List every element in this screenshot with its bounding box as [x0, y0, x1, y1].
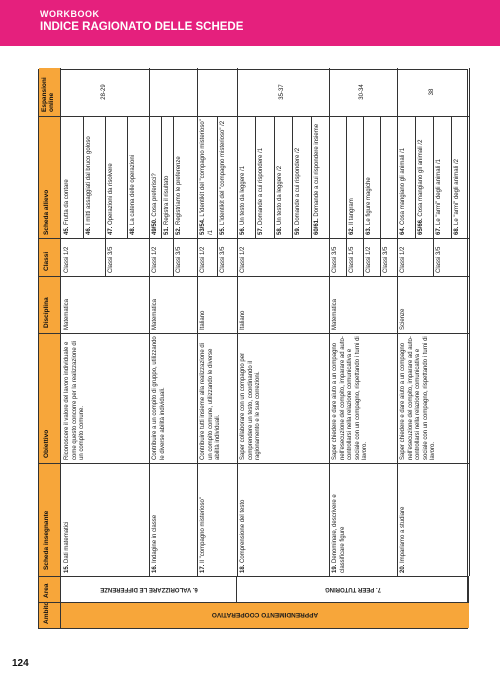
group-rule	[173, 116, 174, 276]
scheda-number: 18.	[240, 562, 246, 573]
student-sheet-item	[173, 116, 197, 238]
student-sheet-number: 63.	[366, 224, 372, 235]
item-rule	[292, 116, 293, 238]
objective-cell	[61, 333, 149, 463]
student-sheet-number: 57.	[258, 224, 265, 235]
objective-text: Saper chiedere e dare aiuto a un compagno nell'esecuzione del compito, imparare ad auto-controllarsi nella relazione comunicativa e sociale con un compagno, rispettando i turni di lavoro.	[400, 336, 436, 460]
classi-cell: Classi 1/5	[349, 246, 355, 273]
teacher-sheet-cell	[197, 463, 237, 576]
scheda-title: Il "compagno misterioso"	[200, 497, 206, 563]
objective-cell	[329, 333, 397, 463]
student-sheet-item	[397, 116, 415, 238]
student-sheet-number: 47.	[108, 224, 114, 235]
student-sheet-title: Cosa mangiano gli animali /1	[400, 147, 406, 225]
classi-cell: Classi 1/2	[400, 246, 406, 273]
discipline-text: Matematica	[64, 298, 70, 330]
student-sheet-item	[197, 116, 217, 238]
classi-cell: Classi 1/2	[200, 246, 206, 273]
scheda-number: 19.	[332, 562, 338, 573]
student-sheet-number: 64.	[400, 224, 406, 235]
index-table-rotated	[38, 69, 468, 629]
item-rule	[83, 116, 84, 238]
student-sheet-item	[346, 116, 363, 238]
teacher-sheet-cell	[237, 463, 329, 576]
scheda-number: 16.	[152, 562, 158, 573]
area-cell	[61, 576, 237, 602]
student-sheet-number: 55.	[220, 224, 226, 235]
classi-cell: Classi 3/5	[108, 246, 114, 273]
online-expansion: 38	[429, 88, 436, 96]
student-sheet-number: 65/66.	[418, 216, 424, 235]
student-sheet-title: Un testo da leggere /1	[240, 165, 246, 225]
discipline-cell	[149, 276, 197, 333]
group-rule	[105, 116, 106, 276]
col-obiettivo: Obiettivo	[43, 429, 50, 458]
item-rule	[161, 116, 162, 238]
student-sheet-number: 62.	[349, 224, 355, 235]
objective-text: Contribuire a un compito di gruppo, utilizzando le diverse abilità individuali.	[152, 336, 166, 460]
col-scheda-insegnante: Scheda insegnante	[43, 510, 50, 570]
scheda-title: Dati matematici	[64, 521, 70, 563]
objective-text: Contribuire tutti insieme alla realizzazione di un compito comune, utilizzando le diverse abilità individuali.	[200, 342, 221, 460]
student-sheet-item	[237, 116, 255, 238]
group-rule	[380, 116, 381, 276]
objective-text: Saper collaborare con un compagno per comprendere un testo, coordinando il ragionamento e le sue correzioni.	[240, 352, 261, 460]
student-sheet-number: 67.	[436, 224, 442, 235]
scheda-number: 17.	[200, 562, 206, 573]
student-sheet-number: 48.	[130, 224, 136, 235]
discipline-cell	[61, 276, 149, 333]
student-sheet-title: Le "armi" degli animali /1	[436, 159, 442, 225]
student-sheet-number: 51.	[164, 224, 170, 235]
item-rule	[451, 116, 452, 238]
student-sheet-number: 56.	[240, 224, 246, 235]
objective-cell	[149, 333, 197, 463]
student-sheet-title: Un testo da leggere /2	[276, 165, 283, 225]
classi-cell: Classi 1/2	[64, 246, 70, 273]
area-label: 6. VALORIZZARE LE DIFFERENZE	[100, 586, 198, 592]
student-sheet-number: 60/61.	[313, 216, 320, 235]
objective-cell	[397, 333, 469, 463]
discipline-cell	[237, 276, 329, 333]
group-rule	[363, 116, 364, 276]
area-cell	[237, 576, 469, 602]
student-sheet-title: Registriamo le preferenze	[176, 156, 182, 225]
student-sheet-item	[311, 116, 329, 238]
student-sheet-number: 58.	[276, 224, 283, 235]
classi-cell: Classi 1/2	[366, 246, 372, 273]
teacher-sheet-cell	[397, 463, 469, 576]
discipline-text: Matematica	[152, 298, 158, 330]
student-sheet-title: Domande a cui rispondere /2	[295, 147, 302, 225]
group-rule	[217, 116, 218, 276]
student-sheet-title: Registra il risultato	[164, 175, 170, 225]
student-sheet-item	[217, 116, 237, 238]
student-sheet-item	[451, 116, 469, 238]
scheda-title: Denominare, descrivere e classificare figure	[332, 494, 346, 573]
page-title: INDICE RAGIONATO DELLE SCHEDE	[40, 21, 244, 33]
index-table	[38, 69, 468, 629]
student-sheet-item	[255, 116, 273, 238]
student-sheet-number: 45.	[64, 224, 70, 235]
item-rule	[415, 116, 416, 238]
header-banner	[0, 0, 500, 46]
student-sheet-item	[433, 116, 451, 238]
discipline-cell	[397, 276, 469, 333]
online-expansion: 35-37	[279, 84, 286, 100]
item-rule	[274, 116, 275, 238]
objective-text: Saper chiedere e dare aiuto a un compagno nell'esecuzione del compito, imparare ad auto-controllarsi nella relazione comunicativa e sociale con un compagno, rispettando i turni di lavoro.	[332, 336, 368, 460]
student-sheet-title: Cosa mangiano gli animali /2	[418, 139, 424, 217]
col-ambito: Ambito	[43, 601, 50, 624]
discipline-text: Italiano	[200, 310, 206, 330]
teacher-sheet-cell	[329, 463, 397, 576]
teacher-sheet-cell	[61, 463, 149, 576]
scheda-title: Impariamo a studiare	[400, 506, 406, 563]
classi-cell: Classi 3/5	[383, 246, 389, 273]
student-sheet-number: 59.	[295, 224, 302, 235]
discipline-text: Italiano	[240, 310, 246, 330]
discipline-text: Matematica	[332, 298, 338, 330]
student-sheet-item	[415, 116, 433, 238]
col-area: Area	[43, 583, 50, 598]
objective-cell	[237, 333, 329, 463]
objective-cell	[197, 333, 237, 463]
classi-cell: Classi 3/5	[220, 246, 226, 273]
student-sheet-number: 49/50.	[152, 216, 158, 235]
classi-cell: Classi 1/2	[240, 246, 246, 273]
student-sheet-title: Operazioni da risolvere	[108, 163, 114, 225]
teacher-sheet-cell	[149, 463, 197, 576]
student-sheet-item	[274, 116, 292, 238]
student-sheet-title: Domande a cui rispondere /1	[258, 147, 265, 225]
classi-cell: Classi 1/2	[152, 246, 158, 273]
student-sheet-item	[292, 116, 310, 238]
group-rule	[346, 116, 347, 276]
student-sheet-title: Cosa preferisci?	[152, 173, 158, 217]
online-expansion: 30-34	[359, 84, 366, 100]
student-sheet-item	[61, 116, 83, 238]
discipline-cell	[197, 276, 237, 333]
student-sheet-item	[149, 116, 161, 238]
student-sheet-item	[127, 116, 149, 238]
scheda-number: 20.	[400, 562, 406, 573]
col-espansioni: Espansioni online	[41, 77, 55, 112]
col-scheda-allievo: Scheda allievo	[43, 189, 50, 235]
student-sheet-title: I mitti assaggiati dal bruco goloso	[86, 136, 92, 225]
scheda-title: Comprensione del testo	[240, 499, 246, 563]
student-sheet-number: 53/54.	[200, 216, 206, 235]
col-classi: Classi	[43, 251, 50, 271]
online-expansion: 28-29	[101, 84, 108, 100]
student-sheet-item	[83, 116, 105, 238]
student-sheet-number: 68.	[454, 224, 460, 235]
student-sheet-title: Domande a cui rispondere insieme	[313, 123, 320, 217]
scheda-title: Indagine in classe	[152, 514, 158, 563]
student-sheet-item	[363, 116, 380, 238]
classi-cell: Classi 3/5	[176, 246, 182, 273]
student-sheet-item	[105, 116, 127, 238]
area-label: 7. PEER TUTORING	[325, 586, 381, 592]
item-rule	[311, 116, 312, 238]
student-sheet-title: Le "armi" degli animali /2	[454, 159, 460, 225]
student-sheet-item	[161, 116, 173, 238]
workbook-kicker: WORKBOOK	[40, 9, 100, 19]
student-sheet-number: 46.	[86, 224, 92, 235]
student-sheet-title: Frutta da contare	[64, 179, 70, 225]
student-sheet-title: L'identikit del "compagno misterioso" /2	[220, 120, 226, 225]
page-number: 124	[12, 658, 29, 669]
col-disciplina: Disciplina	[43, 297, 50, 328]
group-rule	[433, 116, 434, 276]
student-sheet-title: Il tangram	[349, 198, 355, 225]
student-sheet-title: La catena delle operazioni	[130, 154, 136, 225]
ambito-label: APPRENDIMENTO COOPERATIVO	[211, 611, 319, 619]
classi-cell: Classi 3/5	[332, 246, 338, 273]
classi-cell: Classi 3/5	[436, 246, 442, 273]
row-rule	[469, 68, 470, 576]
objective-text: Riconoscere il valore del lavoro individuale e come questo concorre per la realizzazione di un compito comune.	[64, 340, 85, 460]
discipline-cell	[329, 276, 397, 333]
student-sheet-title: Le figure magiche	[366, 177, 372, 225]
student-sheet-title: L'identikit del "compagno misterioso" /1	[200, 119, 214, 235]
student-sheet-number: 52.	[176, 224, 182, 235]
item-rule	[255, 116, 256, 238]
discipline-text: Scienze	[400, 308, 406, 330]
scheda-number: 15.	[64, 562, 70, 573]
item-rule	[127, 116, 128, 238]
